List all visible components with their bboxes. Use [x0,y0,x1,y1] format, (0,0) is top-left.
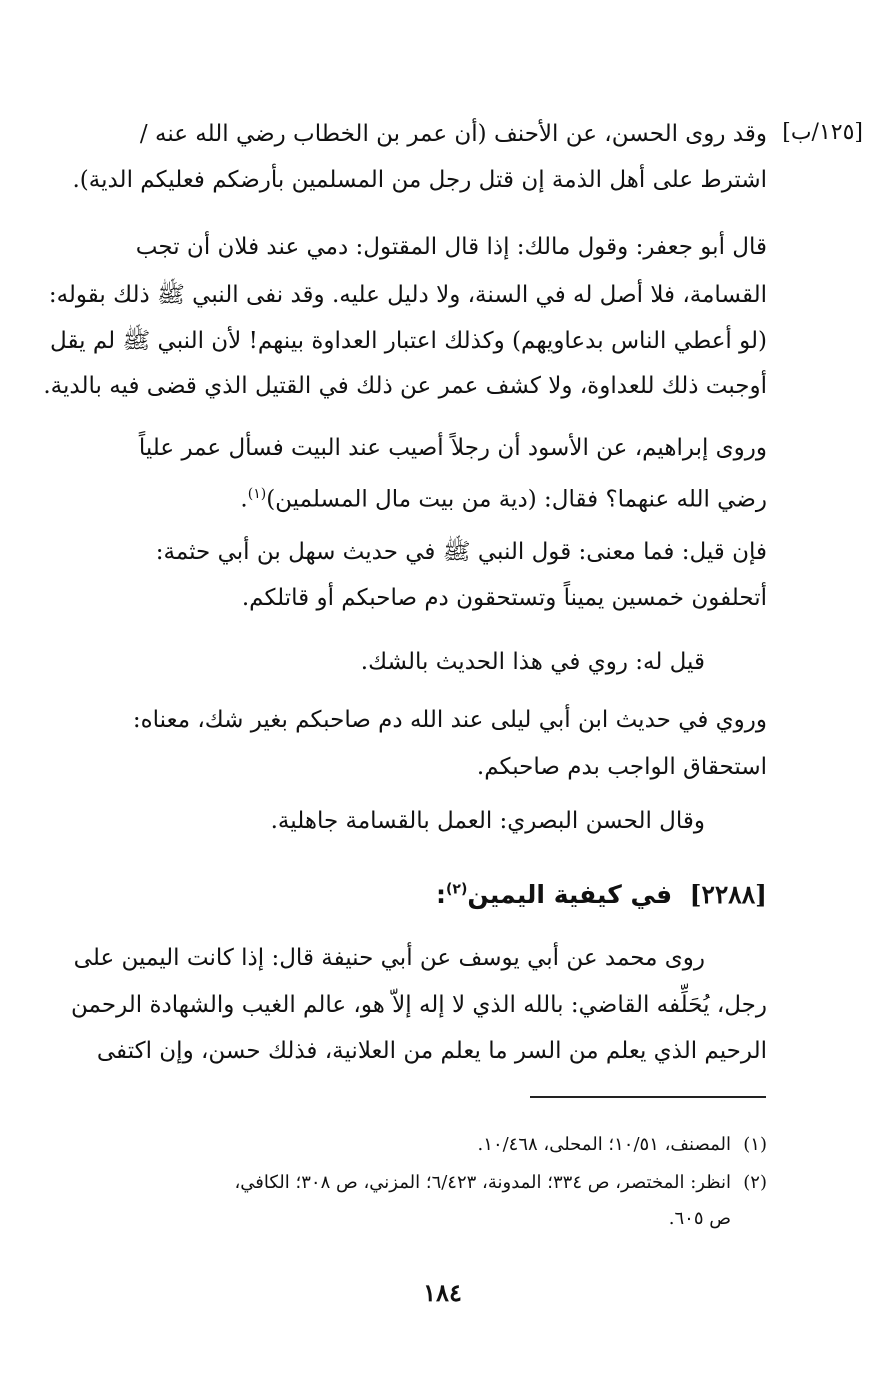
text-line: قال أبو جعفر: وقول مالك: إذا قال المقتول: دمي عند فلان أن تجب [135,234,767,260]
footnote: (١)المصنف، ١٠/٥١؛ المحلى، ١٠/٤٦٨. [477,1134,767,1155]
folio-marker: [١٢٥/ب] [782,120,863,145]
text-line: الرحيم الذي يعلم من السر ما يعلم من العلانية، فذلك حسن، وإن اكتفى [96,1038,767,1064]
text-line: أوجبت ذلك للعداوة، ولا كشف عمر عن ذلك في القتيل الذي قضى فيه بالدية. [43,373,767,399]
footnote: ص ٦٠٥. [668,1208,731,1229]
footnote-rule [530,1096,766,1098]
footnote: (٢)انظر: المختصر، ص ٣٣٤؛ المدونة، ٦/٤٢٣؛ المزني، ص ٣٠٨؛ الكافي، [234,1172,767,1193]
text-line: القسامة، فلا أصل له في السنة، ولا دليل عليه. وقد نفى النبي ﷺ ذلك بقوله: [48,282,767,308]
text-line: اشترط على أهل الذمة إن قتل رجل من المسلمين بأرضكم فعليكم الدية). [72,167,767,193]
text-line: وقد روى الحسن، عن الأحنف (أن عمر بن الخطاب رضي الله عنه / [139,121,767,147]
text-line: روى محمد عن أبي يوسف عن أبي حنيفة قال: إذا كانت اليمين على [73,945,705,971]
page-number: ١٨٤ [423,1278,462,1307]
text-line: وقال الحسن البصري: العمل بالقسامة جاهلية. [270,808,705,834]
text-line: قيل له: روي في هذا الحديث بالشك. [360,649,705,675]
text-line: رضي الله عنهما؟ فقال: (دية من بيت مال المسلمين)$^{(١)}$. [240,486,767,513]
text-line: استحقاق الواجب بدم صاحبكم. [476,754,767,780]
text-line: (لو أعطي الناس بدعاويهم) وكذلك اعتبار العداوة بينهم! لأن النبي ﷺ لم يقل [50,328,767,354]
text-line: رجل، يُحَلِّفه القاضي: بالله الذي لا إله إلاّ هو، عالم الغيب والشهادة الرحمن [71,992,767,1018]
text-line: فإن قيل: فما معنى: قول النبي ﷺ في حديث سهل بن أبي حثمة: [155,539,767,565]
text-line: وروى إبراهيم، عن الأسود أن رجلاً أصيب عند البيت فسأل عمر علياً [138,435,767,461]
section-heading: [٢٢٨٨] في كيفية اليمين$^{(٢)}$: [436,880,767,909]
text-line: أتحلفون خمسين يميناً وتستحقون دم صاحبكم أو قاتلكم. [241,585,767,611]
text-line: وروي في حديث ابن أبي ليلى عند الله دم صاحبكم بغير شك، معناه: [132,707,767,733]
